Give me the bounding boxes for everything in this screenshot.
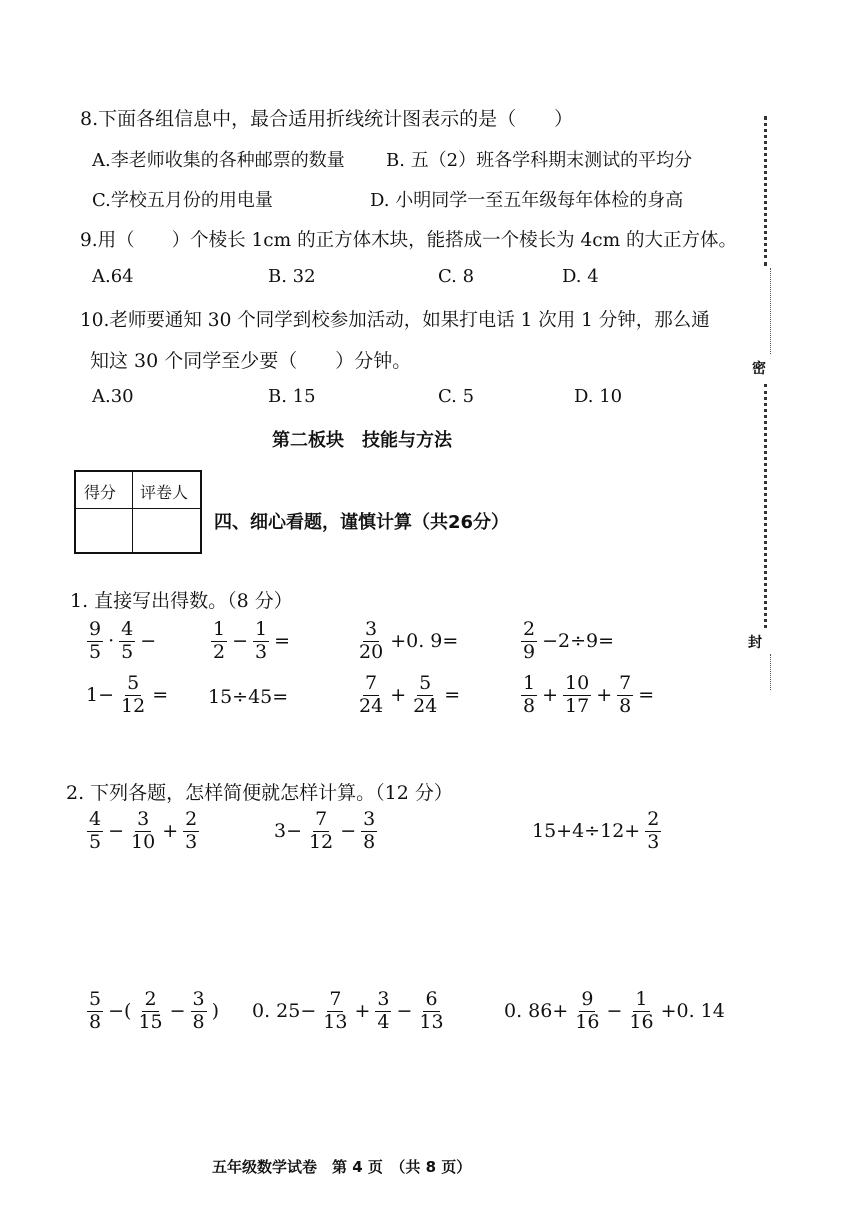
page-footer: 五年级数学试卷 第 4 页 （共 8 页） <box>212 1158 472 1176</box>
score-box-divider-h <box>76 508 200 509</box>
fraction: $\frac{6}{13}$ <box>419 988 444 1033</box>
score-box-divider-v <box>132 472 133 552</box>
calc-1-1: $\frac{9}{5}$ · $\frac{4}{5}$ − <box>89 618 157 663</box>
fraction: $\frac{5}{24}$ <box>413 672 438 717</box>
fraction: $\frac{4}{5}$ <box>121 618 134 663</box>
calc-1-7: $\frac{7}{24}$ + $\frac{5}{24}$ = <box>359 672 461 717</box>
binding-char-feng: 封 <box>748 635 762 651</box>
q9-option-d: D. 4 <box>562 266 599 287</box>
calc-2-3: 15+4÷12+ $\frac{2}{3}$ <box>532 808 660 853</box>
q9-option-b: B. 32 <box>268 266 316 287</box>
q9-option-a: A.64 <box>92 266 134 287</box>
fraction: $\frac{9}{16}$ <box>575 988 600 1033</box>
fraction: $\frac{7}{13}$ <box>323 988 348 1033</box>
fraction: $\frac{2}{9}$ <box>523 618 536 663</box>
fraction: $\frac{9}{5}$ <box>89 618 102 663</box>
calc-1-4: $\frac{2}{9}$ −2÷9= <box>523 618 615 663</box>
q10-stem-line1: 10.老师要通知 30 个同学到校参加活动，如果打电话 1 次用 1 分钟，那么通 <box>80 310 710 331</box>
fraction: $\frac{7}{12}$ <box>309 808 334 853</box>
q8-option-c: C.学校五月份的用电量 <box>92 190 273 211</box>
calc-2-4: $\frac{5}{8}$ −( $\frac{2}{15}$ − $\frac{3}{8}$ ) <box>89 988 220 1033</box>
q10-option-a: A.30 <box>92 386 134 407</box>
section-title: 第二板块 技能与方法 <box>272 430 452 451</box>
calc-1-6: 15÷45= <box>208 686 289 708</box>
fraction: $\frac{1}{8}$ <box>523 672 536 717</box>
q10-option-b: B. 15 <box>268 386 316 407</box>
fraction: $\frac{1}{2}$ <box>213 618 226 663</box>
fraction: $\frac{2}{3}$ <box>647 808 660 853</box>
fraction: $\frac{1}{16}$ <box>629 988 654 1033</box>
binding-line-top <box>764 116 767 266</box>
fraction: $\frac{7}{24}$ <box>359 672 384 717</box>
score-box <box>74 470 202 554</box>
fraction: $\frac{2}{15}$ <box>138 988 163 1033</box>
q10-option-d: D. 10 <box>574 386 623 407</box>
calc-2-6: 0. 86+ $\frac{9}{16}$ − $\frac{1}{16}$ +0. 14 <box>504 988 725 1033</box>
calc-1-3: $\frac{3}{20}$ +0. 9= <box>359 618 459 663</box>
calc-2-2: 3− $\frac{7}{12}$ − $\frac{3}{8}$ <box>274 808 376 853</box>
q8-stem: 8.下面各组信息中，最合适用折线统计图表示的是（ ） <box>80 108 574 130</box>
fraction: $\frac{3}{4}$ <box>377 988 390 1033</box>
binding-line-thin-lower <box>770 654 771 690</box>
q10-option-c: C. 5 <box>438 386 475 407</box>
fraction: $\frac{2}{3}$ <box>185 808 198 853</box>
q8-option-b: B. 五（2）班各学科期末测试的平均分 <box>386 150 693 171</box>
fraction: $\frac{5}{12}$ <box>121 672 146 717</box>
calc-1-2: $\frac{1}{2}$ − $\frac{1}{3}$ = <box>213 618 291 663</box>
fraction: $\frac{3}{20}$ <box>359 618 384 663</box>
fraction: $\frac{3}{8}$ <box>363 808 376 853</box>
calc-1-5: 1− $\frac{5}{12}$ = <box>86 672 169 717</box>
q9-stem: 9.用（ ）个棱长 1cm 的正方体木块，能搭成一个棱长为 4cm 的大正方体。 <box>80 230 738 251</box>
fraction: $\frac{5}{8}$ <box>89 988 102 1033</box>
fraction: $\frac{3}{10}$ <box>131 808 156 853</box>
fraction: $\frac{7}{8}$ <box>619 672 632 717</box>
fraction: $\frac{10}{17}$ <box>565 672 590 717</box>
q8-option-d: D. 小明同学一至五年级每年体检的身高 <box>370 190 684 211</box>
calc-1-8: $\frac{1}{8}$ + $\frac{10}{17}$ + $\frac{7}{8}$ = <box>523 672 655 717</box>
grader-label: 评卷人 <box>140 483 189 502</box>
fraction: $\frac{3}{8}$ <box>192 988 205 1033</box>
q10-stem-line2: 知这 30 个同学至少要（ ）分钟。 <box>90 350 412 372</box>
fraction: $\frac{1}{3}$ <box>255 618 268 663</box>
part2-title: 2. 下列各题，怎样简便就怎样计算。（12 分） <box>66 782 453 804</box>
calc-2-1: $\frac{4}{5}$ − $\frac{3}{10}$ + $\frac{2}{3}$ <box>89 808 198 853</box>
part4-title: 四、细心看题，谨慎计算（共26分） <box>214 512 510 533</box>
binding-char-mi: 密 <box>752 361 766 377</box>
binding-line-thin-upper <box>770 268 771 354</box>
binding-line-middle <box>764 384 767 628</box>
calc-2-5: 0. 25− $\frac{7}{13}$ + $\frac{3}{4}$ − $\frac{6}{13}$ <box>252 988 444 1033</box>
fraction: $\frac{4}{5}$ <box>89 808 102 853</box>
score-label: 得分 <box>84 483 117 502</box>
q8-option-a: A.李老师收集的各种邮票的数量 <box>92 150 345 171</box>
part1-title: 1. 直接写出得数。（8 分） <box>70 590 293 612</box>
q9-option-c: C. 8 <box>438 266 475 287</box>
